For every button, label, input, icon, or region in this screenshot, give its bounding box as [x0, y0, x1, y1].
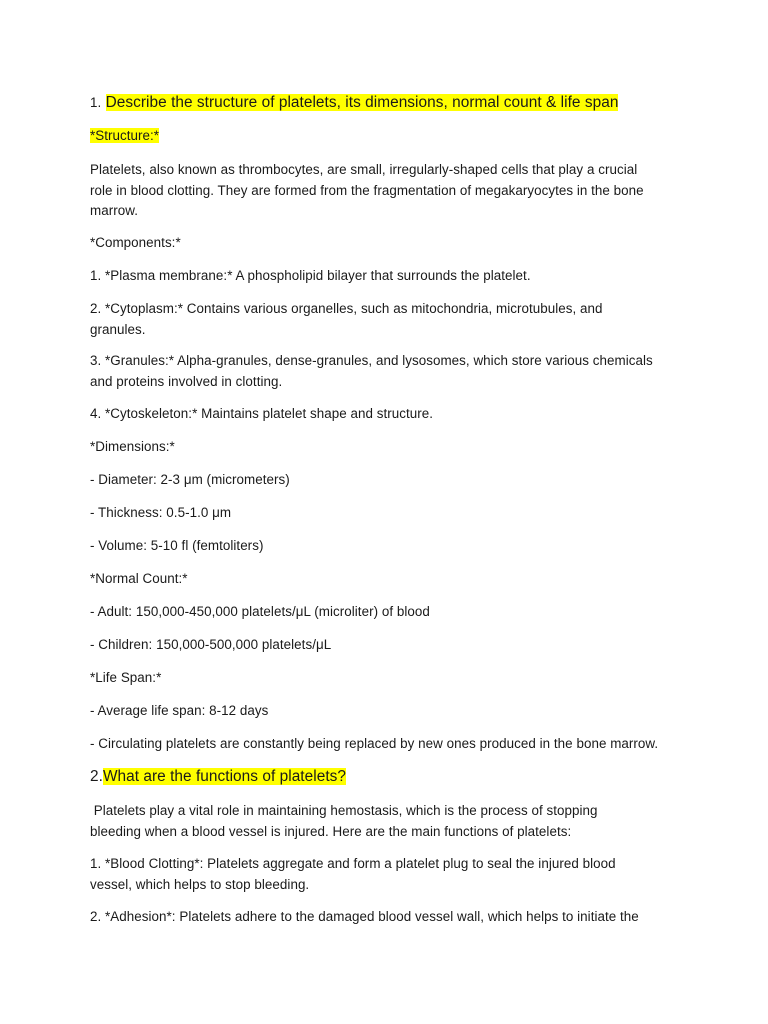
- structure-paragraph-line-3: marrow.: [90, 203, 138, 218]
- normal-count-heading: *Normal Count:*: [90, 571, 188, 586]
- structure-paragraph-line-2: role in blood clotting. They are formed from the fragmentation of megakaryocytes in the bone: [90, 182, 644, 198]
- normal-count-adult: - Adult: 150,000-450,000 platelets/μL (microliter) of blood: [90, 604, 430, 619]
- question-2-intro-line-1: Platelets play a vital role in maintaining hemostasis, which is the process of stopping: [90, 803, 598, 818]
- component-item-4: 4. *Cytoskeleton:* Maintains platelet shape and structure.: [90, 406, 434, 421]
- dimension-item-volume: - Volume: 5-10 fl (femtoliters): [90, 538, 264, 553]
- component-item-3-line-1: 3. *Granules:* Alpha-granules, dense-granules, and lysosomes, which store various chemicals: [90, 353, 653, 368]
- component-item-2-line-2: granules.: [90, 321, 146, 337]
- structure-heading-text: *Structure:*: [90, 128, 160, 143]
- question-2-number: 2.: [90, 768, 103, 785]
- dimension-item-diameter: - Diameter: 2-3 μm (micrometers): [90, 472, 290, 487]
- dimension-item-thickness: - Thickness: 0.5-1.0 μm: [90, 505, 232, 520]
- question-2-heading: [90, 766, 346, 788]
- question-1-heading: [90, 92, 618, 114]
- function-item-1-line-2: vessel, which helps to stop bleeding.: [90, 876, 310, 892]
- question-1-title: Describe the structure of platelets, its dimensions, normal count & life span: [105, 94, 619, 111]
- function-item-1-line-1: 1. *Blood Clotting*: Platelets aggregate and form a platelet plug to seal the injured blood: [90, 856, 616, 871]
- question-1-number: 1.: [90, 95, 102, 110]
- structure-paragraph-line-1: Platelets, also known as thrombocytes, are small, irregularly-shaped cells that play a crucial: [90, 162, 638, 177]
- question-2-intro-line-2: bleeding when a blood vessel is injured. Here are the main functions of platelets:: [90, 823, 572, 839]
- component-item-3-line-2: and proteins involved in clotting.: [90, 373, 283, 389]
- dimensions-heading: *Dimensions:*: [90, 439, 175, 454]
- question-2-title: What are the functions of platelets?: [102, 768, 346, 785]
- normal-count-children: - Children: 150,000-500,000 platelets/μL: [90, 637, 332, 652]
- structure-heading: [90, 126, 159, 147]
- components-heading: *Components:*: [90, 235, 181, 250]
- component-item-1: 1. *Plasma membrane:* A phospholipid bilayer that surrounds the platelet.: [90, 268, 531, 283]
- life-span-circulating: - Circulating platelets are constantly being replaced by new ones produced in the bone marrow.: [90, 736, 659, 751]
- component-item-2-line-1: 2. *Cytoplasm:* Contains various organelles, such as mitochondria, microtubules, and: [90, 301, 603, 316]
- function-item-2-line-1: 2. *Adhesion*: Platelets adhere to the damaged blood vessel wall, which helps to initiate the: [90, 909, 639, 924]
- life-span-average: - Average life span: 8-12 days: [90, 703, 269, 718]
- life-span-heading: *Life Span:*: [90, 670, 162, 685]
